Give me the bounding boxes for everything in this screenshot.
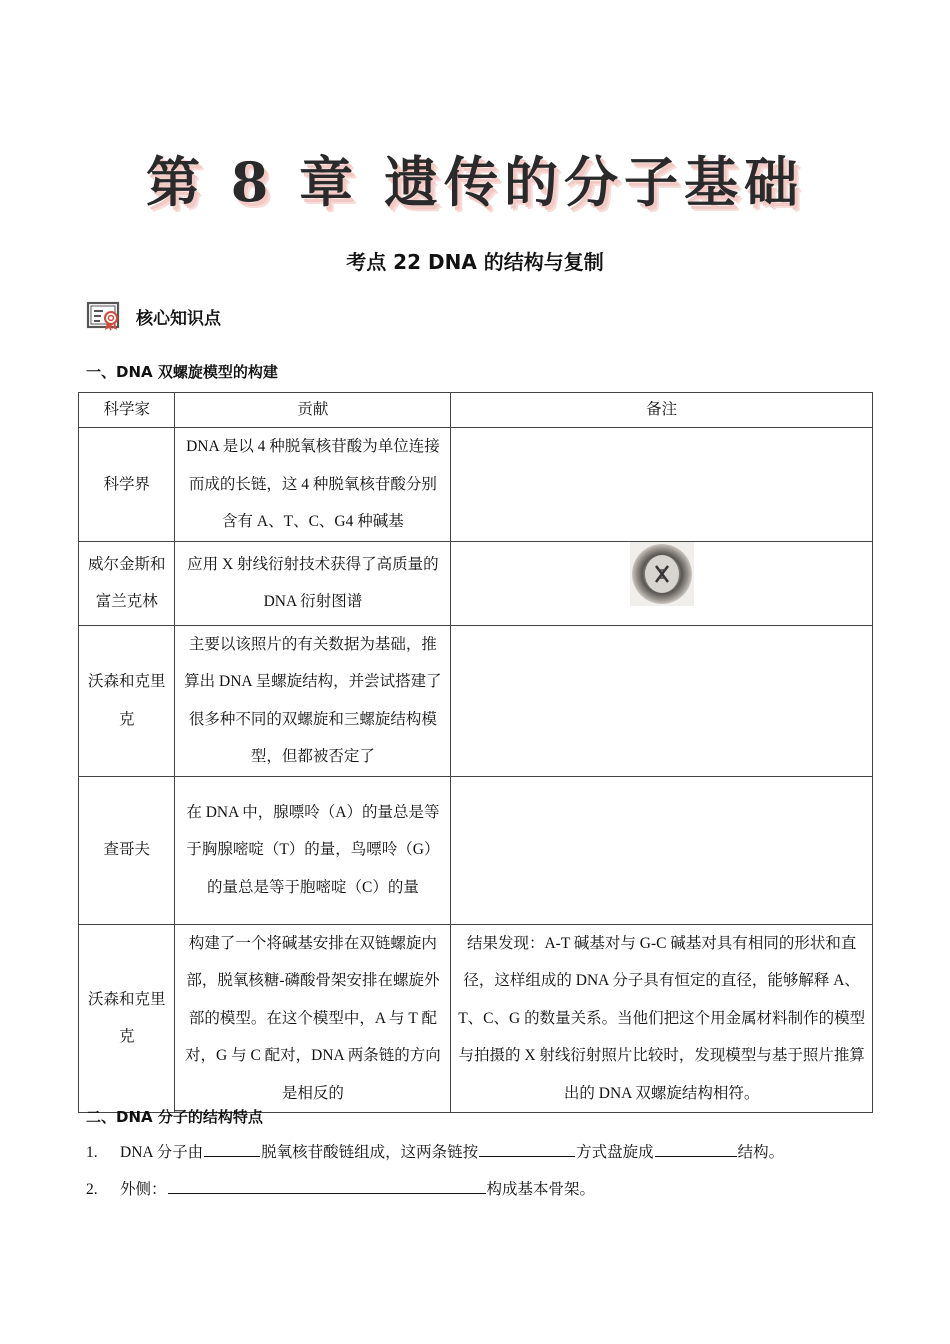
- chapter-title: 第 8 章 遗传的分子基础: [146, 150, 804, 214]
- fill-blank[interactable]: [204, 1142, 260, 1157]
- question-text: 脱氧核苷酸链组成，这两条链按: [261, 1144, 479, 1161]
- question-text: 结构。: [737, 1144, 785, 1161]
- cell-scientist: 查哥夫: [79, 776, 175, 924]
- fill-blank[interactable]: [479, 1142, 575, 1157]
- cell-contribution: 在 DNA 中，腺嘌呤（A）的量总是等于胸腺嘧啶（T）的量，鸟嘌呤（G）的量总是等于胞嘧啶（C）的量: [175, 776, 451, 924]
- heading-dna-model: 一、DNA 双螺旋模型的构建: [86, 363, 278, 381]
- cell-contribution: 应用 X 射线衍射技术获得了高质量的 DNA 衍射图谱: [175, 541, 451, 625]
- cell-scientist: 科学界: [79, 428, 175, 542]
- question-2: [86, 1177, 595, 1199]
- question-text: DNA 分子由: [120, 1144, 204, 1161]
- table-row: [79, 541, 873, 625]
- cell-contribution: 构建了一个将碱基安排在双链螺旋内部，脱氧核糖-磷酸骨架安排在螺旋外部的模型。在这个模型中，A 与 T 配对，G 与 C 配对，DNA 两条链的方向是相反的: [175, 924, 451, 1113]
- question-number: 1.: [86, 1144, 98, 1161]
- cell-note: 结果发现：A-T 碱基对与 G-C 碱基对具有相同的形状和直径，这样组成的 DNA 分子具有恒定的直径，能够解释 A、T、C、G 的数量关系。当他们把这个用金属材料制作的模型与拍摄的 X 射线衍射照片比较时，发现模型与基于照片推算出的 DNA 双螺旋结构相符。: [451, 924, 873, 1113]
- cell-contribution: DNA 是以 4 种脱氧核苷酸为单位连接而成的长链，这 4 种脱氧核苷酸分别含有 A、T、C、G4 种碱基: [175, 428, 451, 542]
- dna-model-table: [78, 392, 873, 1113]
- heading-dna-structure: 二、DNA 分子的结构特点: [86, 1108, 263, 1126]
- table-row: [79, 625, 873, 776]
- cell-scientist: 沃森和克里克: [79, 625, 175, 776]
- table-header-row: [79, 393, 873, 428]
- question-text: 外侧：: [120, 1181, 167, 1198]
- cell-scientist: 威尔金斯和富兰克林: [79, 541, 175, 625]
- cell-scientist: 沃森和克里克: [79, 924, 175, 1113]
- core-knowledge-header: [86, 298, 221, 334]
- core-knowledge-label: 核心知识点: [136, 308, 221, 329]
- fill-blank[interactable]: [655, 1142, 737, 1157]
- question-text: 方式盘旋成: [576, 1144, 654, 1161]
- header-scientist: 科学家: [79, 393, 175, 428]
- header-note: 备注: [451, 393, 873, 428]
- dna-xray-diffraction-image: [630, 542, 694, 606]
- fill-blank[interactable]: [168, 1179, 486, 1194]
- question-text: 构成基本骨架。: [486, 1181, 596, 1198]
- header-contribution: 贡献: [175, 393, 451, 428]
- certificate-icon: [86, 300, 124, 332]
- cell-note: [451, 428, 873, 542]
- cell-note: [451, 776, 873, 924]
- table-row: [79, 924, 873, 1113]
- cell-note: [451, 541, 873, 625]
- cell-contribution: 主要以该照片的有关数据为基础，推算出 DNA 呈螺旋结构，并尝试搭建了很多种不同的双螺旋和三螺旋结构模型，但都被否定了: [175, 625, 451, 776]
- cell-note: [451, 625, 873, 776]
- question-1: [86, 1140, 784, 1162]
- table-row: [79, 776, 873, 924]
- table-row: [79, 428, 873, 542]
- question-number: 2.: [86, 1181, 98, 1198]
- section-title: 考点 22 DNA 的结构与复制: [346, 250, 604, 274]
